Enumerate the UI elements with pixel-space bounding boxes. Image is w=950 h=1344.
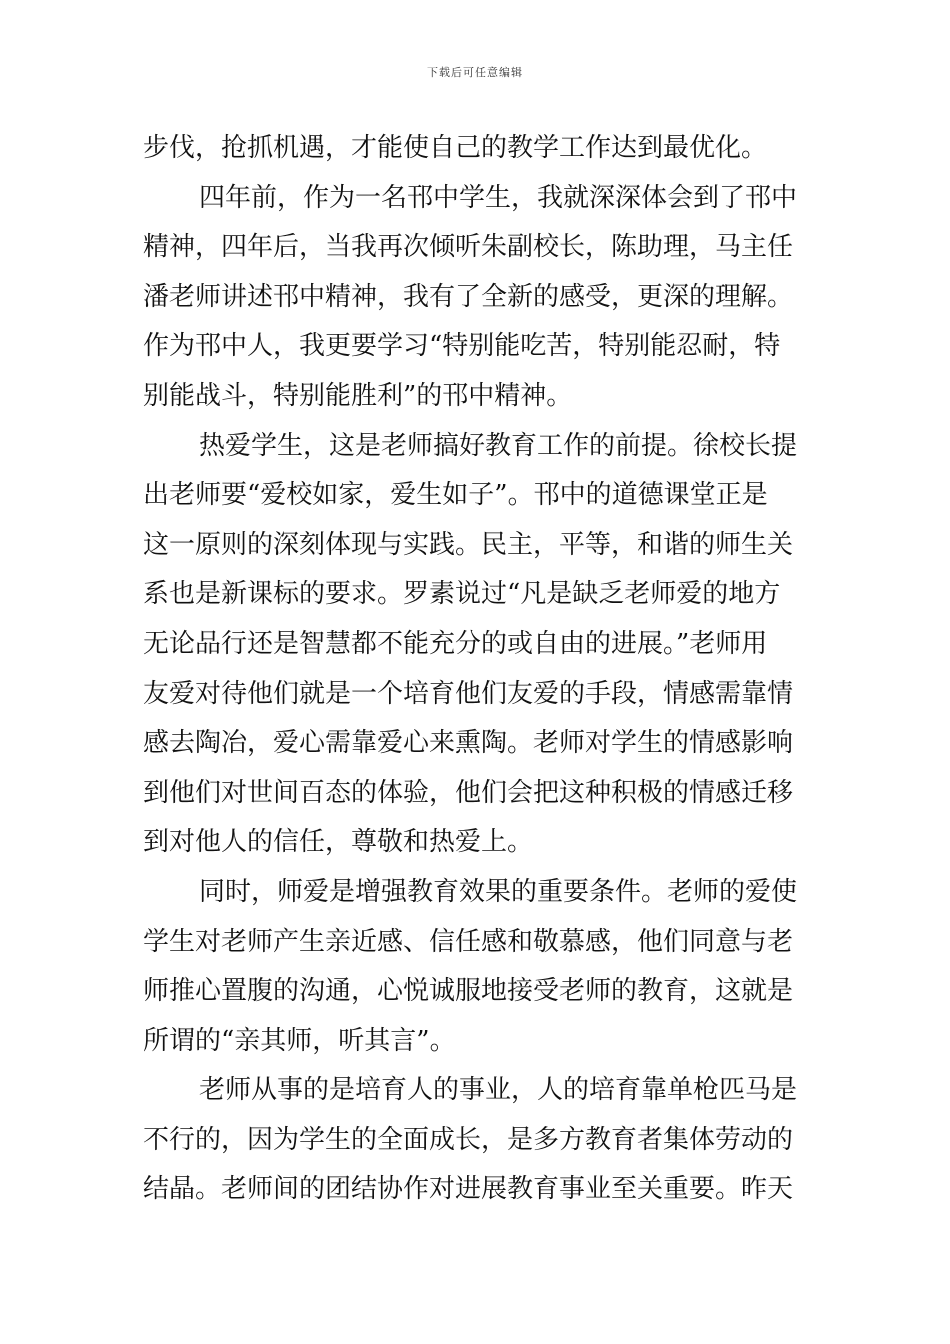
text-line: 潘老师讲述邗中精神，我有了全新的感受，更深的理解。	[143, 281, 794, 312]
text-line: 所谓的“亲其师，听其言”。	[143, 1025, 456, 1056]
text-line: 系也是新课标的要求。罗素说过“凡是缺乏老师爱的地方	[143, 579, 781, 610]
paragraph	[143, 422, 813, 868]
paragraph	[143, 174, 813, 422]
text-line: 四年前，作为一名邗中学生，我就深深体会到了邗中	[199, 182, 798, 213]
paragraph	[143, 124, 813, 174]
text-line: 同时，师爱是增强教育效果的重要条件。老师的爱使	[199, 876, 798, 907]
text-line: 感去陶冶，爱心需靠爱心来熏陶。老师对学生的情感影响	[143, 728, 794, 759]
text-line: 老师从事的是培育人的事业，人的培育靠单枪匹马是	[199, 1075, 798, 1106]
text-line: 这一原则的深刻体现与实践。民主，平等，和谐的师生关	[143, 529, 794, 560]
text-line: 结晶。老师间的团结协作对进展教育事业至关重要。昨天	[143, 1174, 794, 1205]
text-line: 步伐，抢抓机遇，才能使自己的教学工作达到最优化。	[143, 133, 768, 163]
text-line: 作为邗中人，我更要学习“特别能吃苦，特别能忍耐，特	[143, 331, 781, 362]
text-line: 不行的，因为学生的全面成长，是多方教育者集体劳动的	[143, 1124, 794, 1155]
text-line: 无论品行还是智慧都不能充分的或自由的进展。”老师用	[143, 628, 768, 659]
text-line: 热爱学生，这是老师搞好教育工作的前提。徐校长提	[199, 430, 798, 461]
paragraph	[143, 868, 813, 1066]
text-line: 精神，四年后，当我再次倾听朱副校长，陈助理，马主任	[143, 232, 794, 263]
text-line: 友爱对待他们就是一个培育他们友爱的手段，情感需靠情	[143, 678, 794, 709]
text-line: 出老师要“爱校如家，爱生如子”。邗中的道德课堂正是	[143, 480, 768, 511]
document-body	[143, 124, 813, 1215]
text-line: 到对他人的信任，尊敬和热爱上。	[143, 827, 534, 858]
paragraph	[143, 1066, 813, 1215]
page-header: 下载后可任意编辑	[427, 66, 523, 79]
text-line: 到他们对世间百态的体验，他们会把这种积极的情感迁移	[143, 777, 794, 808]
text-line: 师推心置腹的沟通，心悦诚服地接受老师的教育，这就是	[143, 976, 794, 1007]
text-line: 别能战斗，特别能胜利”的邗中精神。	[143, 380, 573, 411]
text-line: 学生对老师产生亲近感、信任感和敬慕感，他们同意与老	[143, 926, 794, 957]
